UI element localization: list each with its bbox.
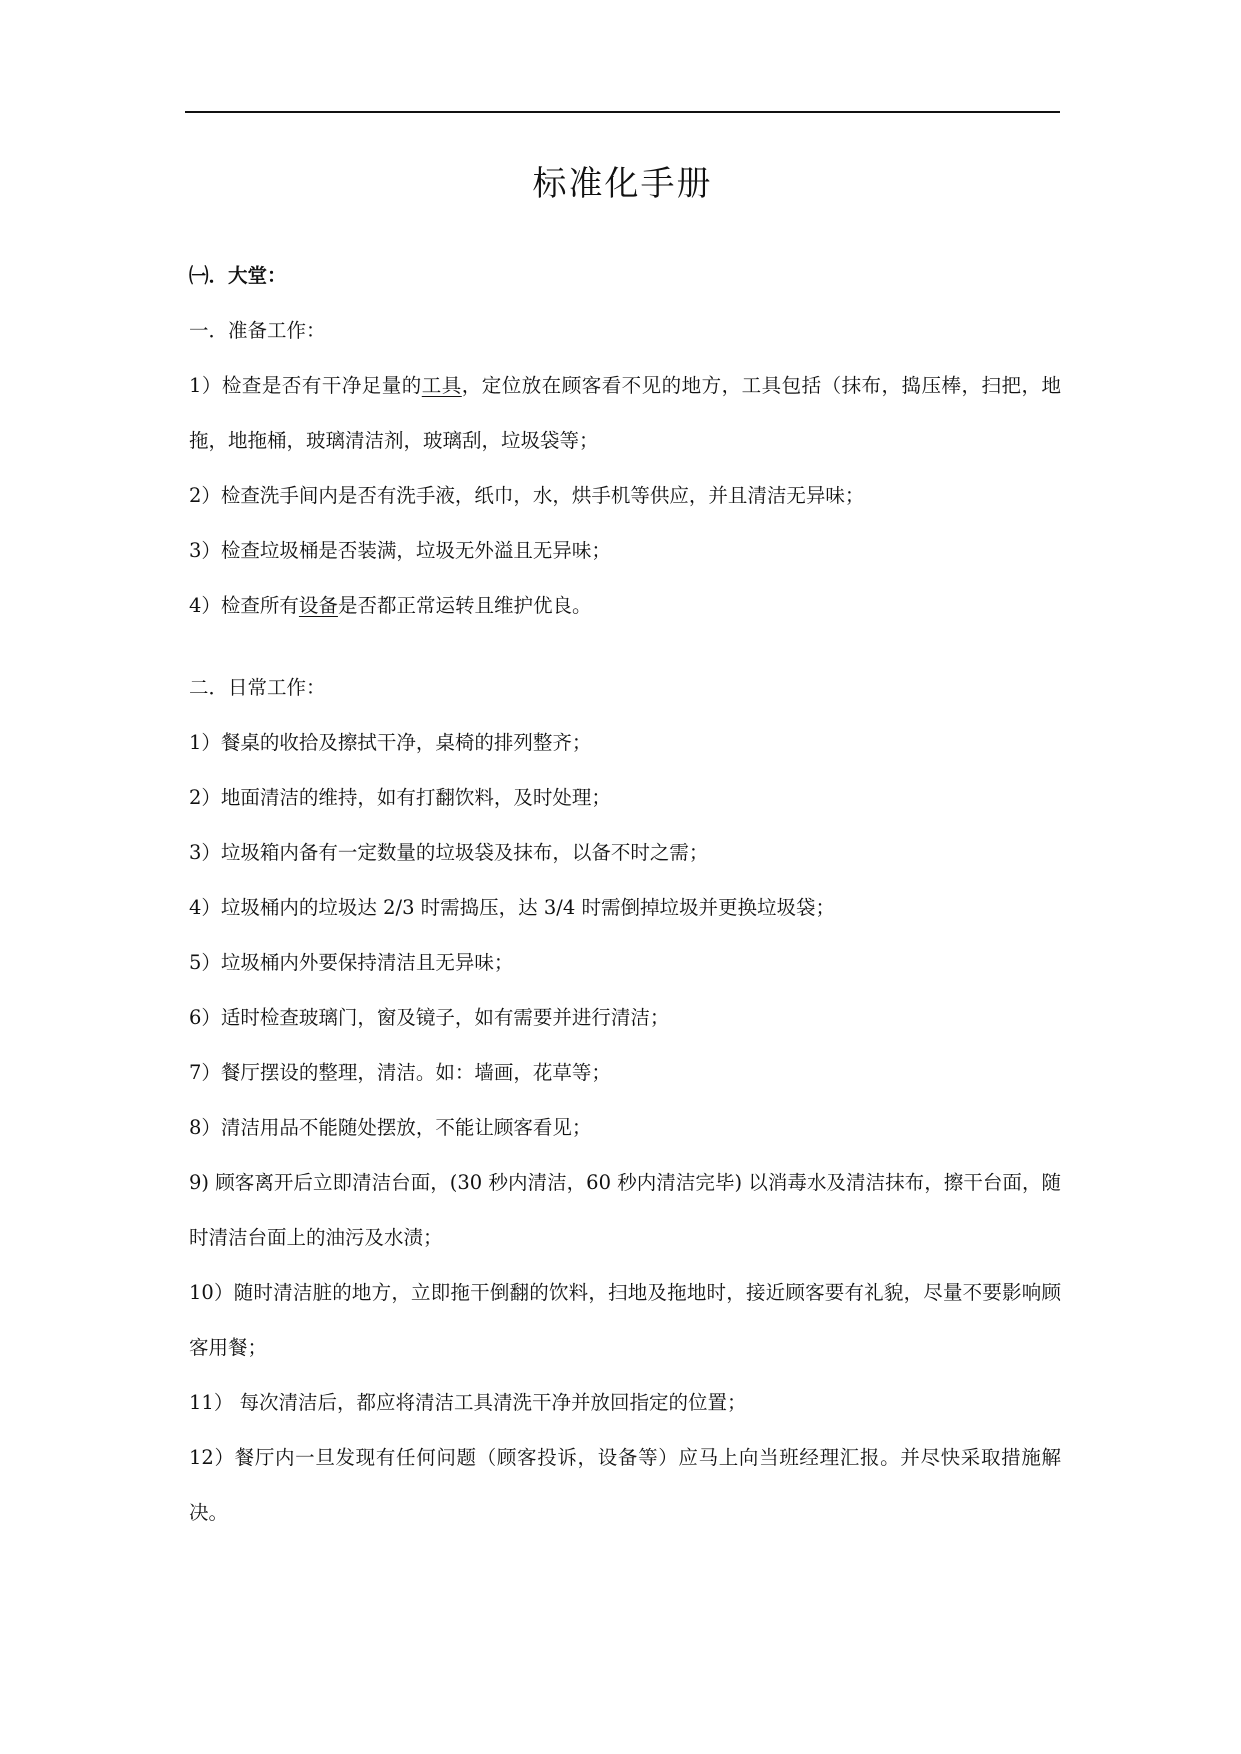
prep-item-1-link: 工具 xyxy=(421,374,462,397)
daily-item-10: 10）随时清洁脏的地方，立即拖干倒翻的饮料，扫地及拖地时，接近顾客要有礼貌，尽量不要影响顾客用餐； xyxy=(189,1281,1061,1359)
daily-item-7: 7）餐厅摆设的整理，清洁。如：墙画，花草等； xyxy=(189,1061,611,1084)
daily-item-5: 5）垃圾桶内外要保持清洁且无异味； xyxy=(189,951,514,974)
prep-item-2: 2）检查洗手间内是否有洗手液，纸巾，水，烘手机等供应，并且清洁无异味； xyxy=(189,484,865,507)
prep-item-1-post: ，定位放在顾客看不见的地方，工具包括（抹布，捣压棒，扫把，地拖，地拖桶，玻璃清洁剂，玻璃刮，垃圾袋等； xyxy=(189,374,1061,452)
daily-item-1: 1）餐桌的收拾及擦拭干净，桌椅的排列整齐； xyxy=(189,731,592,754)
header-rule xyxy=(185,111,1060,113)
daily-heading: 二．日常工作： xyxy=(189,676,326,699)
prep-item-4-pre: 4）检查所有 xyxy=(189,594,299,617)
document-title: 标准化手册 xyxy=(532,164,713,204)
prep-item-3: 3）检查垃圾桶是否装满，垃圾无外溢且无异味； xyxy=(189,539,611,562)
section-gap xyxy=(189,633,1061,660)
daily-item-12: 12）餐厅内一旦发现有任何问题（顾客投诉，设备等）应马上向当班经理汇报。并尽快采取措施解决。 xyxy=(189,1446,1061,1524)
prep-item-4-post: 是否都正常运转且维护优良。 xyxy=(337,594,592,617)
prep-item-4-link: 设备 xyxy=(298,594,338,617)
prep-item-1-pre: 1）检查是否有干净足量的 xyxy=(189,374,422,397)
daily-item-4: 4）垃圾桶内的垃圾达 2/3 时需捣压，达 3/4 时需倒掉垃圾并更换垃圾袋； xyxy=(189,896,835,919)
daily-item-3: 3）垃圾箱内备有一定数量的垃圾袋及抹布，以备不时之需； xyxy=(189,841,709,864)
prep-item-4 xyxy=(189,578,1061,633)
prep-item-1 xyxy=(189,358,1061,468)
daily-item-2: 2）地面清洁的维持，如有打翻饮料，及时处理； xyxy=(189,786,611,809)
prep-heading: 一．准备工作： xyxy=(189,319,326,342)
daily-item-9: 9) 顾客离开后立即清洁台面，(30 秒内清洁，60 秒内清洁完毕) 以消毒水及清洁抹布，擦干台面，随时清洁台面上的油污及水渍； xyxy=(189,1171,1061,1249)
document-body xyxy=(189,248,1061,1540)
daily-item-11: 11） 每次清洁后，都应将清洁工具清洗干净并放回指定的位置； xyxy=(189,1391,747,1414)
section-heading: ㈠．大堂： xyxy=(189,264,287,287)
daily-item-8: 8）清洁用品不能随处摆放，不能让顾客看见； xyxy=(189,1116,592,1139)
daily-item-6: 6）适时检查玻璃门，窗及镜子，如有需要并进行清洁； xyxy=(189,1006,670,1029)
